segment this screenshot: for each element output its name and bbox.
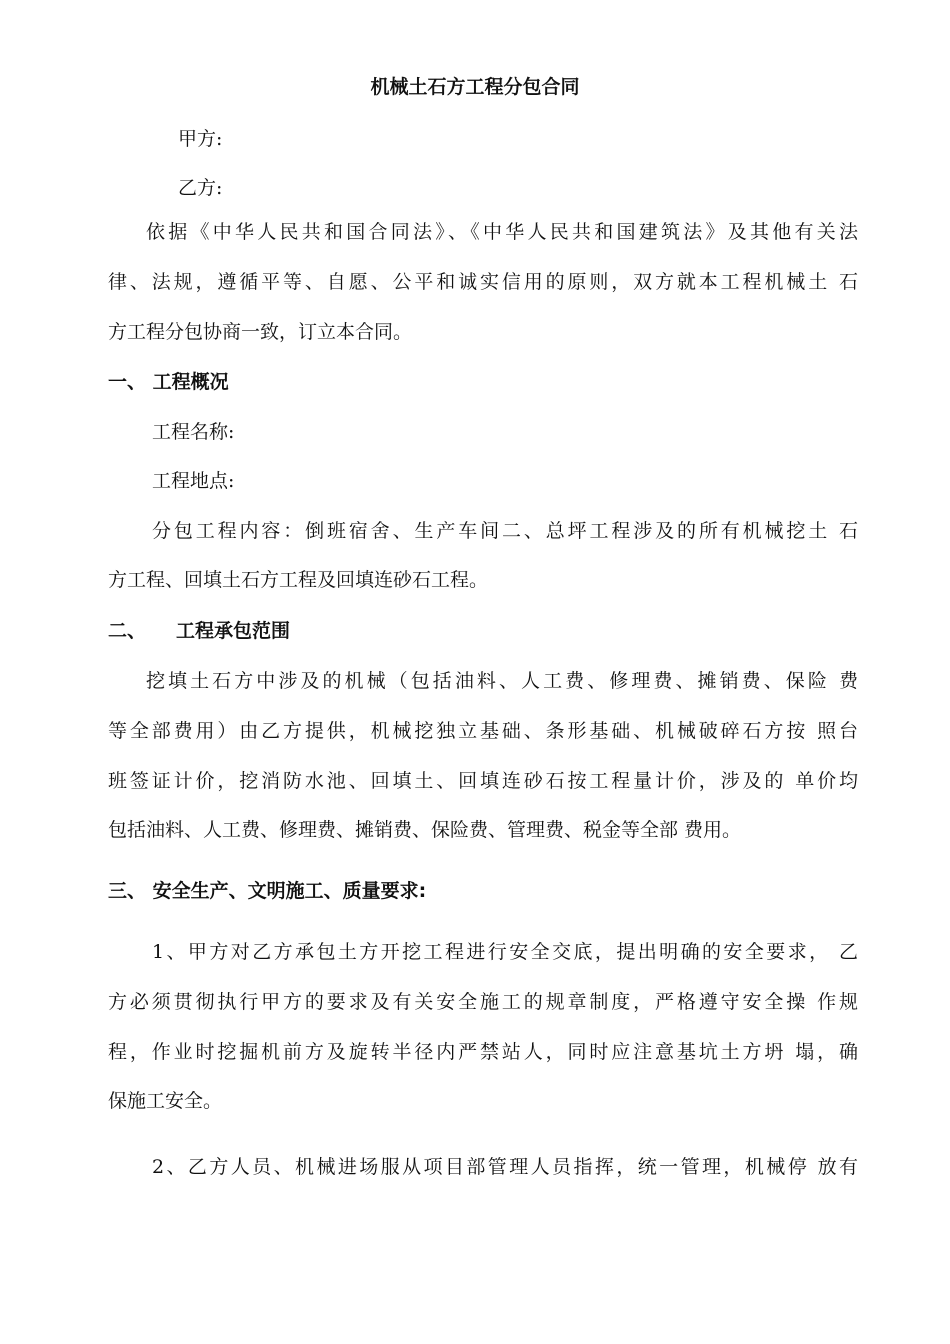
section-3-heading: 三、 安全生产、文明施工、质量要求: (108, 880, 427, 902)
paragraph-line: 依据《中华人民共和国合同法》、《中华人民共和国建筑法》及其他有关法 (146, 221, 858, 243)
paragraph-line: 律、法规，遵循平等、自愿、公平和诚实信用的原则，双方就本工程机械土 石 (108, 271, 858, 293)
paragraph-line: 方必须贯彻执行甲方的要求及有关安全施工的规章制度，严格遵守安全操 作规 (108, 991, 858, 1013)
paragraph-line: 方工程分包协商一致，订立本合同。 (108, 321, 413, 343)
project-location-label: 工程地点: (152, 470, 235, 492)
paragraph-line: 挖填土石方中涉及的机械（包括油料、人工费、修理费、摊销费、保险 费 (146, 670, 858, 692)
party-b-label: 乙方: (178, 177, 223, 199)
section-2-number: 二、 (108, 620, 147, 642)
paragraph-line: 程，作业时挖掘机前方及旋转半径内严禁站人，同时应注意基坑土方坍 塌，确 (108, 1041, 858, 1063)
document-title: 机械土石方工程分包合同 (370, 76, 580, 98)
project-name-label: 工程名称: (152, 421, 235, 443)
section-2-heading (108, 617, 290, 645)
party-a-label: 甲方: (178, 128, 223, 150)
paragraph-line: 班签证计价，挖消防水池、回填土、回填连砂石按工程量计价，涉及的 单价均 (108, 770, 858, 792)
paragraph-line: 分包工程内容：倒班宿舍、生产车间二、总坪工程涉及的所有机械挖土 石 (152, 520, 858, 542)
paragraph-line: 等全部费用）由乙方提供，机械挖独立基础、条形基础、机械破碎石方按 照台 (108, 720, 858, 742)
section-1-heading: 一、 工程概况 (108, 371, 229, 393)
paragraph-line: 2、乙方人员、机械进场服从项目部管理人员指挥，统一管理，机械停 放有 (152, 1156, 858, 1178)
paragraph-line: 包括油料、人工费、修理费、摊销费、保险费、管理费、税金等全部 费用。 (108, 819, 742, 841)
section-2-title: 工程承包范围 (176, 620, 291, 642)
paragraph-line: 保施工安全。 (108, 1090, 223, 1112)
paragraph-line: 1、甲方对乙方承包土方开挖工程进行安全交底，提出明确的安全要求， 乙 (152, 941, 858, 963)
paragraph-line: 方工程、回填土石方工程及回填连砂石工程。 (108, 569, 489, 591)
